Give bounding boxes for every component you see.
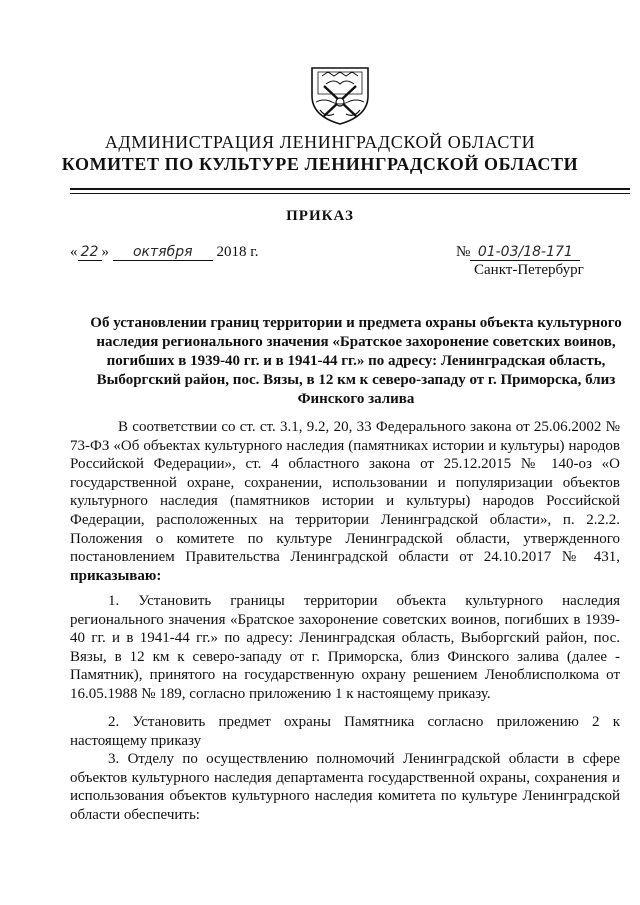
coat-of-arms-emblem xyxy=(304,62,376,126)
header-divider-thin xyxy=(70,193,630,194)
document-date xyxy=(70,244,258,261)
preamble-paragraph xyxy=(70,418,620,585)
document-place: Санкт-Петербург xyxy=(474,262,584,278)
date-year: 2018 г. xyxy=(216,244,259,260)
header-divider xyxy=(70,188,630,190)
preamble-text: В соответствии со ст. ст. 3.1, 9.2, 20, 33 Федерального закона от 25.06.2002 № 73-ФЗ «Об объектах культурного наследия (памятниках истории и культуры) народов Российской Федерации», ст. 4 областного закона от 25.12.2015 № 140-оз «О государственной охране, сохранении, использовании и популяризации объектов культурного наследия (памятников истории и культуры) народов Российской Федерации, расположенных на территории Ленинградской области», п. 2.2.2. Положения о комитете по культуре Ленинградской области, утвержденного постановлением Правительства Ленинградской области от 24.10.2017 № 431, xyxy=(70,419,620,566)
date-month: октября xyxy=(113,244,213,261)
document-title: ПРИКАЗ xyxy=(286,208,354,224)
order-item-2: 2. Установить предмет охраны Памятника согласно приложению 2 к настоящему приказу xyxy=(70,714,620,749)
date-day: 22 xyxy=(78,244,102,261)
org-name-line-1: АДМИНИСТРАЦИЯ ЛЕНИНГРАДСКОЙ ОБЛАСТИ xyxy=(104,132,536,152)
date-quote-open: « xyxy=(70,244,78,260)
order-item-3: 3. Отделу по осуществлению полномочий Ленинградской области в сфере объектов культурного наследия департамента государственной охраны, сохранения и использования объектов культурного наследия комитета по культуре Ленинградской области обеспечить: xyxy=(70,751,620,823)
document-number xyxy=(456,244,580,261)
document-subject: Об установлении границ территории и предмета охраны объекта культурного наследия регионального значения «Братское захоронение советских воинов, погибших в 1939-40 гг. и в 1941-44 гг.» по адресу: Ленинградская область, Выборгский район, пос. Вязы, в 12 км к северо-западу от г. Приморска, близ Финского залива xyxy=(90,315,622,407)
org-name-line-2: КОМИТЕТ ПО КУЛЬТУРЕ ЛЕНИНГРАДСКОЙ ОБЛАСТИ xyxy=(61,154,579,174)
number-value: 01-03/18-171 xyxy=(470,244,580,261)
order-item-1: 1. Установить границы территории объекта культурного наследия регионального значения «Братское захоронение советских воинов, погибших в 1939-40 гг. и в 1941-44 гг.» по адресу: Ленинградская область, Выборгский район, пос. Вязы, в 12 км к северо-западу от г. Приморска, близ Финского залива (далее - Памятник), принятого на государственную охрану решением Леноблисполкома от 16.05.1988 № 189, согласно приложению 1 к настоящему приказу. xyxy=(70,593,620,702)
date-quote-close: » xyxy=(101,244,109,260)
number-sign: № xyxy=(456,244,471,260)
preamble-order-word: приказываю: xyxy=(70,567,162,584)
